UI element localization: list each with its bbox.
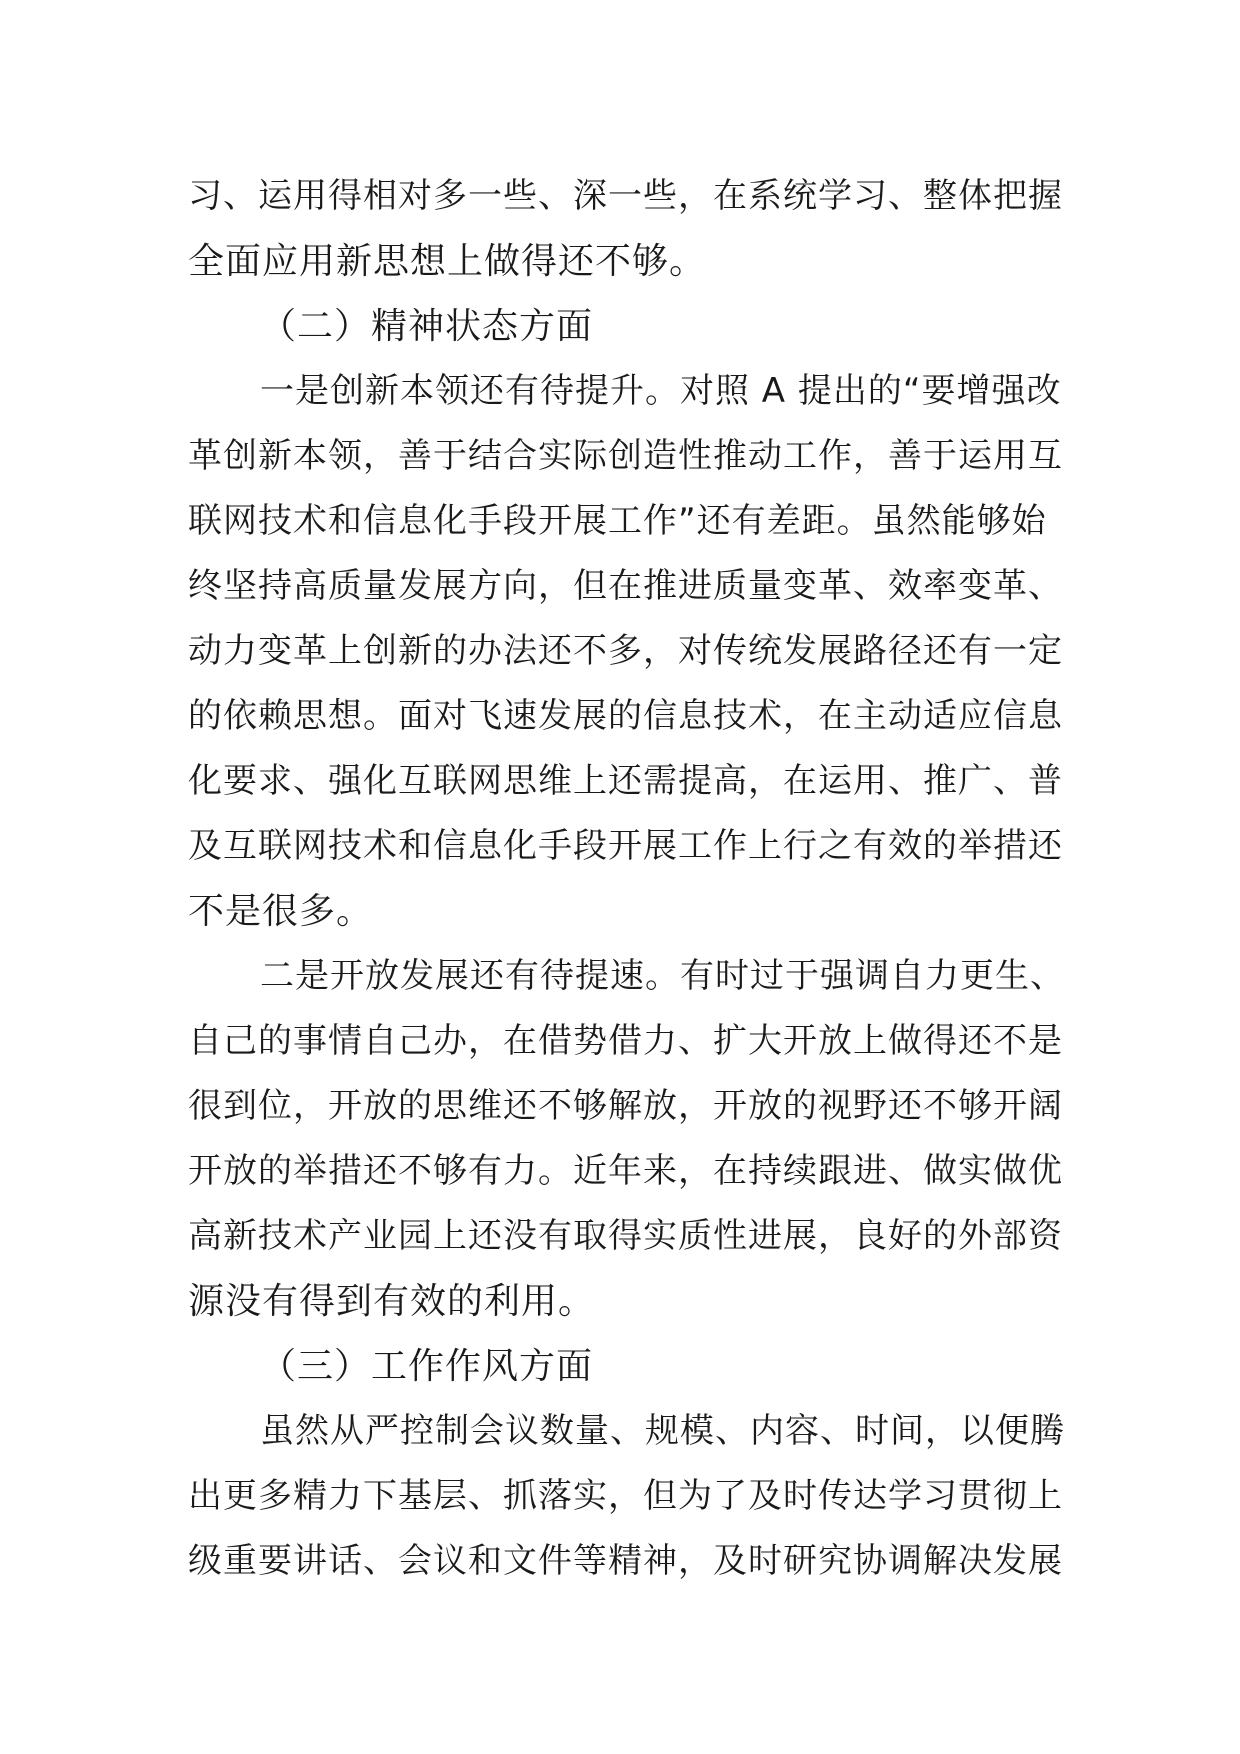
document-body <box>188 164 1068 1594</box>
section-heading: （二）精神状态方面 <box>260 306 594 347</box>
text-line: 虽然从严控制会议数量、规模、内容、时间，以便腾 <box>260 1411 1065 1451</box>
text-line: 高新技术产业园上还没有取得实质性进展，良好的外部资 <box>188 1216 1063 1256</box>
text-line: 化要求、强化互联网思维上还需提高，在运用、推广、普 <box>188 761 1063 801</box>
text-line: 的依赖思想。面对飞速发展的信息技术，在主动适应信息 <box>188 696 1063 736</box>
text-line: 终坚持高质量发展方向，但在推进质量变革、效率变革、 <box>188 566 1063 606</box>
text-line: 二是开放发展还有待提速。有时过于强调自力更生、 <box>260 956 1065 996</box>
text-line: 不是很多。 <box>188 891 374 932</box>
text-line: 动力变革上创新的办法还不多，对传统发展路径还有一定 <box>188 631 1063 671</box>
text-line: 全面应用新思想上做得还不够。 <box>188 241 707 282</box>
text-line: 联网技术和信息化手段开展工作”还有差距。虽然能够始 <box>188 501 1047 541</box>
text-line: 源没有得到有效的利用。 <box>188 1281 596 1322</box>
text-line: 及互联网技术和信息化手段开展工作上行之有效的举措还 <box>188 826 1063 866</box>
text-line: 很到位，开放的思维还不够解放，开放的视野还不够开阔 <box>188 1086 1063 1126</box>
text-line: 出更多精力下基层、抓落实，但为了及时传达学习贯彻上 <box>188 1476 1063 1516</box>
section-heading: （三）工作作风方面 <box>260 1346 594 1387</box>
text-line: 开放的举措还不够有力。近年来，在持续跟进、做实做优 <box>188 1151 1063 1191</box>
text-line: 一是创新本领还有待提升。对照 A 提出的“要增强改 <box>260 371 1062 411</box>
text-line: 自己的事情自己办，在借势借力、扩大开放上做得还不是 <box>188 1021 1063 1061</box>
text-line: 革创新本领，善于结合实际创造性推动工作，善于运用互 <box>188 436 1063 476</box>
text-line: 习、运用得相对多一些、深一些，在系统学习、整体把握 <box>188 176 1063 216</box>
text-line: 级重要讲话、会议和文件等精神，及时研究协调解决发展 <box>188 1541 1063 1581</box>
